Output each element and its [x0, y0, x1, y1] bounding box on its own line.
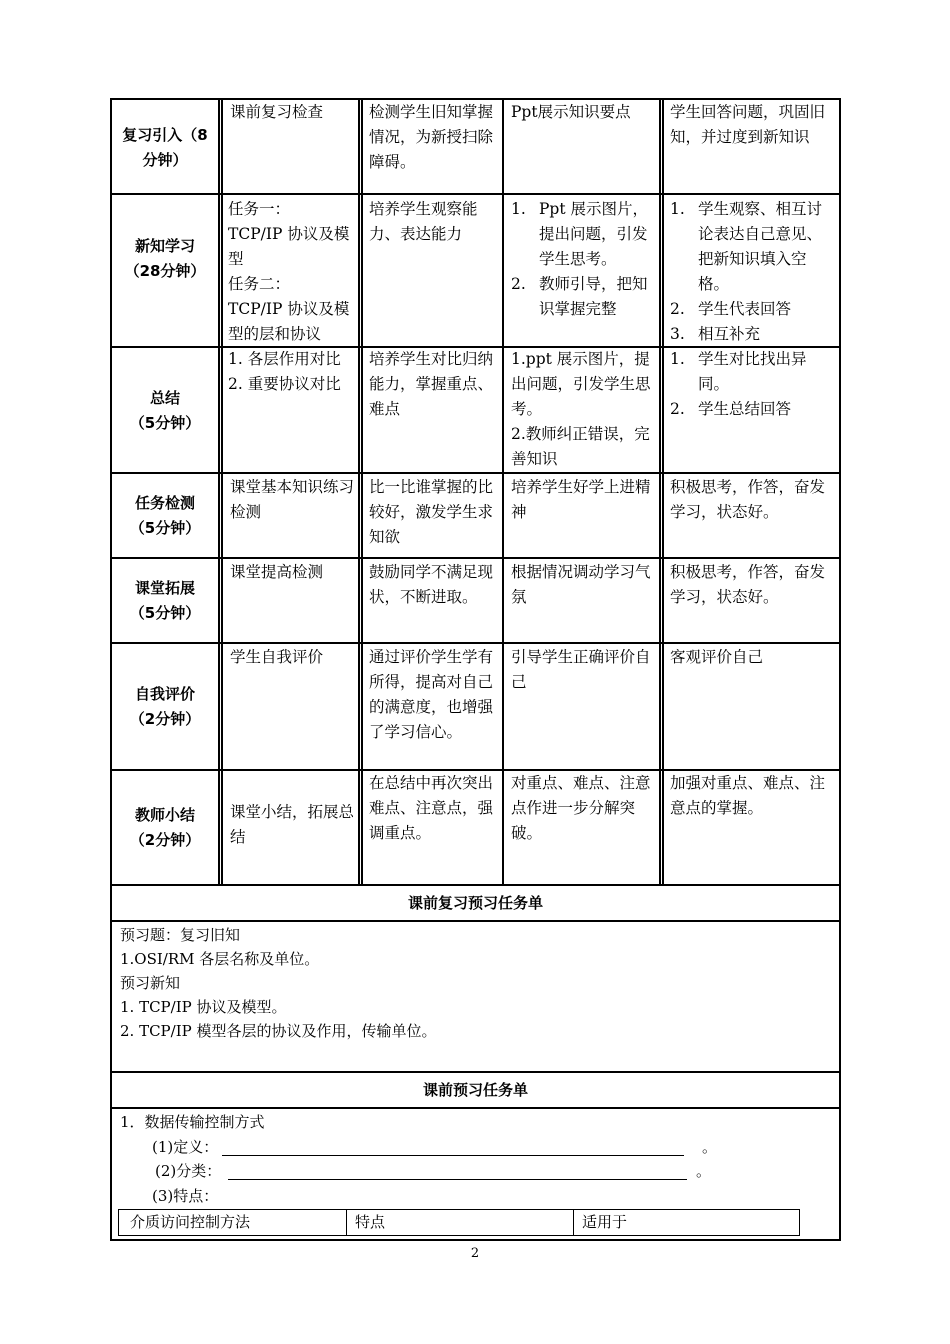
column-divider — [502, 98, 504, 885]
stage-line: 课堂拓展 — [134, 579, 195, 597]
column-divider — [573, 1209, 574, 1236]
content-cell: 课堂基本知识练习检测 — [230, 478, 355, 521]
teacher-cell: 培养学生好学上进精神 — [511, 478, 651, 521]
goal-cell: 鼓励同学不满足现状，不断进取。 — [369, 563, 494, 606]
column-divider — [361, 98, 363, 885]
stage-line: 复习引入（8 — [122, 126, 208, 144]
stage-label — [114, 803, 216, 853]
content-cell — [228, 197, 356, 347]
classification-blank[interactable] — [228, 1179, 687, 1180]
stage-label — [114, 491, 216, 541]
teacher-line: 2.教师纠正错误，完善知识 — [511, 425, 650, 468]
definition-blank[interactable] — [222, 1155, 684, 1156]
content-line: 任务二： — [228, 275, 291, 293]
list-item: 2. 教师引导，把知识掌握完整 — [511, 275, 648, 318]
goal-cell: 检测学生旧知掌握情况，为新授扫除障碍。 — [369, 103, 494, 171]
goal-cell: 培养学生观察能力、表达能力 — [369, 200, 478, 243]
goal-cell: 在总结中再次突出难点、注意点，强调重点。 — [369, 774, 494, 842]
column-divider — [659, 98, 661, 885]
column-divider — [221, 98, 223, 885]
column-divider — [218, 98, 220, 885]
student-cell: 积极思考，作答，奋发学习，状态好。 — [670, 563, 826, 606]
list-item: 2. 学生代表回答 — [670, 300, 792, 318]
content-line: 1. 各层作用对比 — [228, 350, 341, 368]
teacher-cell: Ppt展示知识要点 — [511, 103, 631, 121]
stage-label — [114, 234, 216, 284]
end-mark: 。 — [696, 1162, 712, 1180]
stage-line: 自我评价 — [134, 685, 195, 703]
question-title: 1．数据传输控制方式 — [120, 1113, 265, 1131]
student-cell — [670, 197, 834, 347]
list-item: 1. 学生对比找出异同。 — [670, 350, 807, 393]
stage-line: 分钟） — [142, 151, 188, 169]
stage-line: 新知学习 — [134, 237, 195, 255]
student-cell: 客观评价自己 — [670, 648, 764, 666]
stage-line: （2分钟） — [129, 831, 201, 849]
stage-line: 总结 — [149, 389, 180, 407]
stage-label — [114, 123, 216, 173]
content-cell: 课堂提高检测 — [230, 563, 324, 581]
teacher-cell — [511, 347, 657, 472]
table-header-method: 介质访问控制方法 — [130, 1213, 251, 1231]
content-line: TCP/IP 协议及模型的层和协议 — [228, 300, 350, 343]
features-label: (3)特点： — [152, 1187, 219, 1205]
section-title: 课前预习任务单 — [422, 1081, 528, 1099]
stage-line: （5分钟） — [129, 604, 201, 622]
page-number: 2 — [470, 1246, 480, 1261]
student-cell — [670, 347, 834, 422]
column-divider — [346, 1209, 347, 1236]
stage-line: （5分钟） — [129, 519, 201, 537]
content-cell: 学生自我评价 — [230, 648, 324, 666]
student-cell: 学生回答问题，巩固旧知，并过度到新知识 — [670, 103, 826, 146]
stage-line: 任务检测 — [134, 494, 195, 512]
stage-line: （28分钟） — [124, 262, 206, 280]
column-divider — [358, 98, 360, 885]
stage-line: 教师小结 — [134, 806, 195, 824]
teacher-line: 1.ppt 展示图片，提出问题，引发学生思考。 — [511, 350, 651, 418]
goal-cell: 通过评价学生学有所得，提高对自己的满意度，也增强了学习信心。 — [369, 648, 494, 741]
review-line: 2. TCP/IP 模型各层的协议及作用，传输单位。 — [120, 1022, 437, 1040]
review-line: 预习题：复习旧知 — [120, 926, 241, 944]
table-header-applies: 适用于 — [582, 1213, 628, 1231]
list-item: 1. Ppt 展示图片，提出问题，引发学生思考。 — [511, 200, 649, 268]
stage-line: （2分钟） — [129, 710, 201, 728]
section-title: 课前复习预习任务单 — [407, 894, 543, 912]
review-line: 1. TCP/IP 协议及模型。 — [120, 998, 287, 1016]
stage-line: （5分钟） — [129, 414, 201, 432]
table-header-feature: 特点 — [355, 1213, 386, 1231]
teacher-cell: 根据情况调动学习气氛 — [511, 563, 651, 606]
teacher-cell: 引导学生正确评价自己 — [511, 648, 651, 691]
column-divider — [662, 98, 664, 885]
review-line: 1.OSI/RM 各层名称及单位。 — [120, 950, 320, 968]
review-content — [120, 923, 820, 1043]
row-divider — [110, 1071, 841, 1073]
teacher-cell: 对重点、难点、注意点作进一步分解突破。 — [511, 774, 651, 842]
row-divider — [110, 920, 841, 922]
row-divider — [110, 1107, 841, 1109]
list-item: 3. 相互补充 — [670, 325, 761, 343]
student-cell: 积极思考，作答，奋发学习，状态好。 — [670, 478, 826, 521]
list-item: 2. 学生总结回答 — [670, 400, 792, 418]
classification-label: (2)分类： — [155, 1162, 222, 1180]
goal-cell: 比一比谁掌握的比较好，激发学生求知欲 — [369, 478, 494, 546]
end-mark: 。 — [702, 1138, 718, 1156]
stage-label — [114, 386, 216, 436]
definition-label: (1)定义： — [152, 1138, 219, 1156]
list-item: 1. 学生观察、相互讨论表达自己意见、把新知识填入空格。 — [670, 200, 823, 293]
student-cell: 加强对重点、难点、注意点的掌握。 — [670, 774, 826, 817]
content-cell: 课堂小结，拓展总结 — [230, 803, 355, 846]
content-line: 任务一： — [228, 200, 291, 218]
content-line: TCP/IP 协议及模型 — [228, 225, 350, 268]
goal-cell: 培养学生对比归纳能力，掌握重点、难点 — [369, 350, 494, 418]
content-line: 2. 重要协议对比 — [228, 375, 341, 393]
content-cell: 课前复习检查 — [230, 103, 324, 121]
stage-label — [114, 576, 216, 626]
content-cell — [228, 347, 356, 397]
review-line: 预习新知 — [120, 974, 181, 992]
stage-label — [114, 682, 216, 732]
teacher-cell — [511, 197, 657, 322]
